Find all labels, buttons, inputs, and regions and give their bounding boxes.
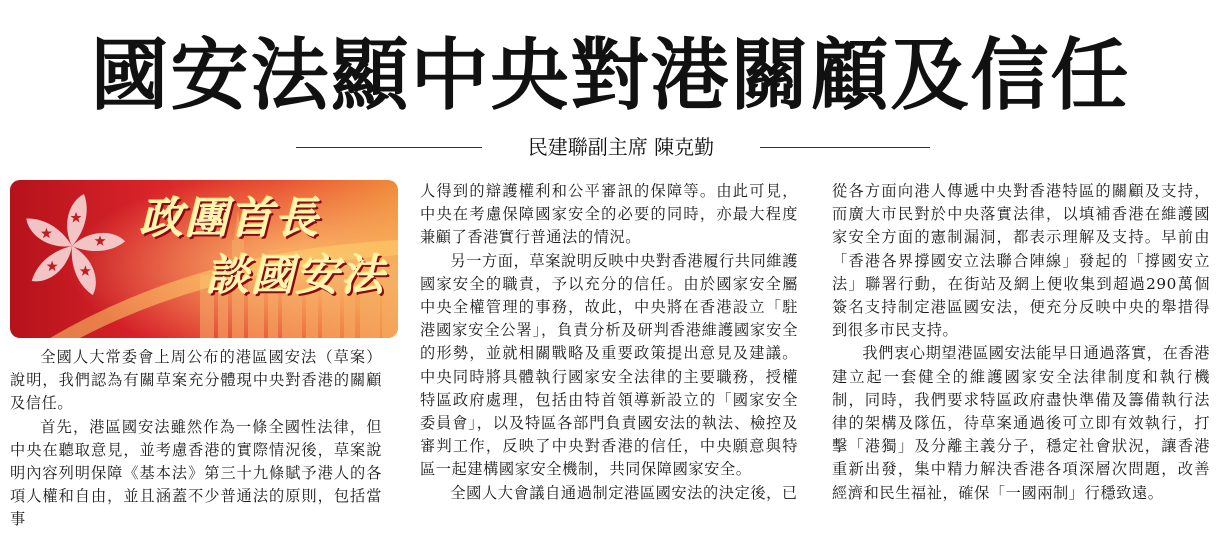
banner-title-line2: 談國安法 (206, 251, 386, 301)
paragraph: 全國人大會議自通過制定港區國安法的決定後，已 (450, 483, 798, 502)
article-column-3 (832, 180, 1210, 505)
headline: 國安法顯中央對港關顧及信任 (90, 30, 1131, 121)
paragraph: 我們衷心期望港區國安法能早日通過落實，在香港建立起一套健全的維護國家安全法律制度和執行機制，同時，我們要求特區政府盡快準備及籌備執行法律的架構及隊伍，待草案通過後可立即有效執行，打擊「港獨」及分離主義分子，穩定社會狀況，讓香港重新出發，集中精力解決香港各項深層次問題，改善經濟和民生福祉，確保「一國兩制」行穩致遠。 (832, 344, 1210, 502)
byline-row (0, 132, 1221, 162)
paragraph: 全國人大常委會上周公布的港區國安法（草案）說明，我們認為有關草案充分體現中央對香港的關顧及信任。 (10, 348, 382, 413)
paragraph-continued: 從各方面向港人傳遞中央對香港特區的關顧及支持，而廣大市民對於中央落實法律，以填補香港在維護國家安全方面的憲制漏洞，都表示理解及支持。早前由「香港各界撐國安立法聯合陣線」發起的「撐國安立法」聯署行動，在街站及網上便收集到超過290萬個簽名支持制定港區國安法，便充分反映中央的舉措得到很多市民支持。 (832, 182, 1210, 340)
banner-title-line1: 政團首長 (140, 194, 320, 244)
paragraph: 首先，港區國安法雖然作為一條全國性法律，但中央在聽取意見，並考慮香港的實際情況後，草案說明內容列明保障《基本法》第三十九條賦予港人的各項人權和自由，並且涵蓋不少普通法的原則，包括當事 (10, 417, 382, 529)
paragraph: 另一方面，草案說明反映中央對香港履行共同維護國家安全的職責，予以充分的信任。由於國家安全屬中央全權管理的事務，故此，中央將在香港設立「駐港國家安全公署」，負責分析及研判香港維護國家安全的形勢，並就相關戰略及重要政策提出意見及建議。中央同時將具體執行國家安全法律的主要職務，授權特區政府處理，包括由特首領導新設立的「國家安全委員會」，以及特區各部門負責國安法的執法、檢控及審判工作，反映了中央對香港的信任，中央願意與特區一起建構國家安全機制，共同保障國家安全。 (420, 251, 798, 479)
byline-rule-left (296, 147, 482, 148)
article-column-2 (420, 180, 798, 505)
paragraph-continued: 人得到的辯護權利和公平審訊的保障等。由此可見，中央在考慮保障國家安全的必要的同時，亦最大程度兼顧了香港實行普通法的情況。 (420, 182, 798, 247)
article-column-1 (10, 346, 382, 532)
byline-rule-right (760, 147, 930, 148)
byline: 民建聯副主席 陳克勤 (527, 135, 715, 159)
